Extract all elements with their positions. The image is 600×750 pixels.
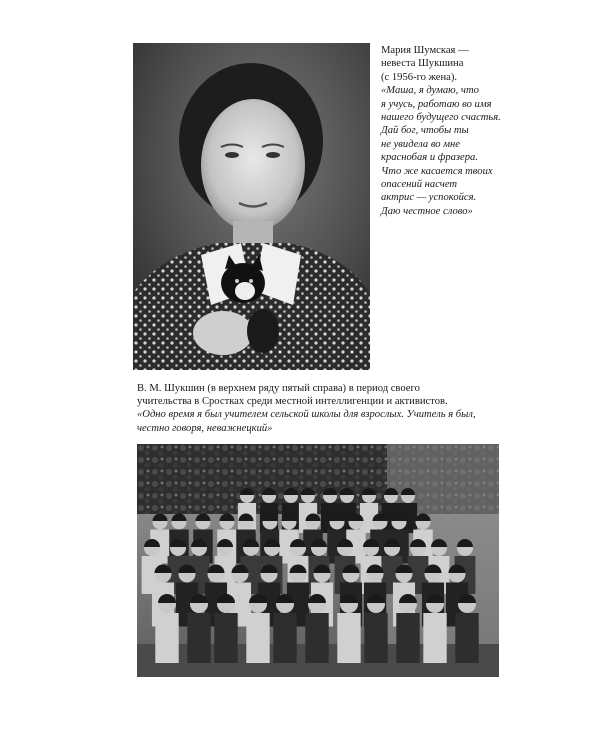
quote-line: Дай бог, чтобы ты (381, 125, 469, 137)
quote-line: актрис — успокойся. (381, 192, 477, 204)
person-figure (423, 613, 446, 663)
person-figure (337, 613, 360, 663)
quote-line: не увидела во мне (381, 138, 460, 150)
person-figure (396, 613, 419, 663)
quote-line: Что же касается твоих (381, 165, 493, 177)
person-figure (214, 613, 237, 663)
person-figure (455, 613, 478, 663)
caption-line: (с 1956-го жена). (381, 71, 458, 83)
quote-line: я учусь, работаю во имя (381, 98, 492, 110)
group-photo (137, 444, 499, 677)
caption-line: невеста Шукшина (381, 58, 464, 70)
quote-line: «Одно время я был учителем сельской школы для взрослых. Учитель я был, (137, 409, 476, 421)
person-figure (364, 613, 387, 663)
person-figure (246, 613, 269, 663)
person-figure (273, 613, 296, 663)
person-figure (155, 613, 178, 663)
quote-line: краснобая и фразера. (381, 152, 478, 164)
person-figure (305, 613, 328, 663)
caption-line: В. М. Шукшин (в верхнем ряду пятый справа) в период своего (137, 383, 420, 394)
quote-line: нашего будущего счастья. (381, 112, 501, 124)
quote-line: опасений насчет (381, 179, 458, 191)
person-figure (187, 613, 210, 663)
caption-line: учительства в Сростках среди местной интеллигенции и активистов. (137, 396, 448, 408)
quote-line: «Маша, я думаю, что (381, 85, 479, 97)
portrait-caption (381, 44, 541, 218)
caption-line: Мария Шумская — (381, 45, 469, 56)
group-caption (137, 382, 517, 435)
quote-line: честно говоря, неважнецкий» (137, 422, 273, 434)
quote-line: Даю честное слово» (381, 205, 473, 217)
portrait-photo (133, 43, 370, 370)
